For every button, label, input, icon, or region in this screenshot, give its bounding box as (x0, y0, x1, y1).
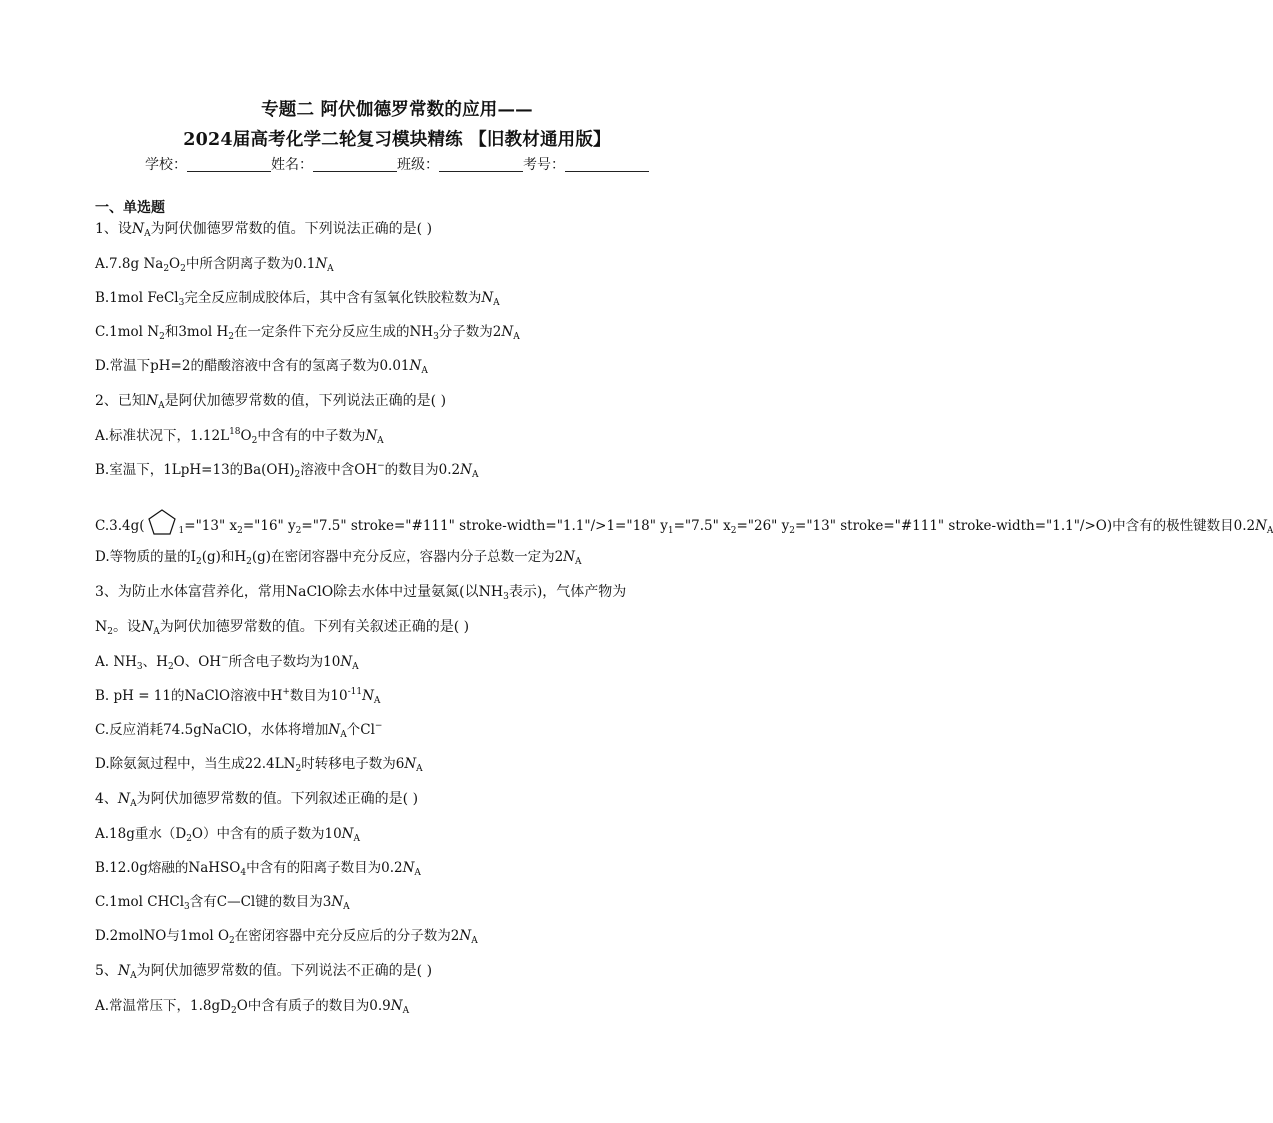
question-4-stem: 4、$N_A$为阿伏加德罗常数的值。下列叙述正确的是( ) (95, 791, 419, 809)
question-2-option-c[interactable]: C.3.4g( $_1$="13" $x_2="16$" $y_2="7.5$" stroke="#111" stroke-width="1.1"/>1="18" $y_1="7.5$" $x_2="26$" $y_2="13$" stroke="#111" stroke-width="1.1"/>O)中含有的极性键数目$0.2N_A$ (95, 507, 1273, 541)
exam-no-label: 考号： (523, 157, 565, 173)
question-4-option-d[interactable]: D.2molNO与1mol $O_2$在密闭容器中充分反应后的分子数为$2N_A$ (95, 928, 478, 946)
question-1-option-a[interactable]: A.7.8g $Na_2O_2$中所含阴离子数为$0.1N_A$ (95, 256, 334, 274)
question-1-option-d[interactable]: D.常温下pH=2的醋酸溶液中含有的氢离子数为$0.01N_A$ (95, 358, 428, 376)
question-2-option-d[interactable]: D.等物质的量的$I_2(g)$和$H_2(g)$在密闭容器中充分反应，容器内分子总数一定为$2N_A$ (95, 549, 582, 567)
question-1-option-c[interactable]: C.1mol $N_2$和3mol $H_2$在一定条件下充分反应生成的$NH_3$分子数为$2N_A$ (95, 324, 520, 342)
question-5-stem: 5、$N_A$为阿伏加德罗常数的值。下列说法不正确的是( ) (95, 963, 433, 981)
question-2-stem: 2、已知$N_A$是阿伏加德罗常数的值，下列说法正确的是( ) (95, 393, 447, 411)
question-3-option-d[interactable]: D.除氨氮过程中，当生成$22.4LN_2$时转移电子数为$6N_A$ (95, 756, 423, 774)
question-4-option-c[interactable]: C.1mol CHCl$_3$含有C—Cl键的数目为$3N_A$ (95, 894, 350, 912)
question-3-stem-cont: $N_2$。设$N_A$为阿伏加德罗常数的值。下列有关叙述正确的是( ) (95, 619, 470, 637)
document-title-line2: 2024届高考化学二轮复习模块精练 【旧教材通用版】 (183, 130, 611, 150)
class-label: 班级： (397, 157, 439, 173)
section-title: 一、单选题 (95, 200, 165, 216)
question-4-option-b[interactable]: B.12.0g熔融的NaHSO$_4$中含有的阳离子数目为$0.2N_A$ (95, 860, 421, 878)
question-5-option-a[interactable]: A.常温常压下，$1.8gD_2O$中含有质子的数目为$0.9N_A$ (95, 998, 410, 1016)
school-label: 学校： (145, 157, 187, 173)
class-field[interactable] (439, 157, 523, 172)
question-3-option-b[interactable]: B. pH = 11的NaClO溶液中H+数目为$10^{-11}N_A$ (95, 687, 381, 706)
question-3-option-c[interactable]: C.反应消耗74.5gNaClO，水体将增加$N_A$个Cl− (95, 721, 383, 740)
question-2-option-b[interactable]: B.室温下，1LpH=13的$Ba(OH)_2$溶液中含OH−的数目为$0.2N_A$ (95, 461, 479, 480)
document-title-line1: 专题二 阿伏伽德罗常数的应用—— (261, 100, 533, 120)
exam-no-field[interactable] (565, 157, 649, 172)
question-2-option-a[interactable]: A.标准状况下，$1.12L^{18}O_2$中含有的中子数为$N_A$ (95, 427, 384, 446)
question-3-stem: 3、为防止水体富营养化，常用NaClO除去水体中过量氨氮(以$NH_3$表示)，气体产物为 (95, 584, 627, 602)
furan-molecule-icon (145, 507, 179, 541)
question-4-option-a[interactable]: A.18g重水$(D_2O)$中含有的质子数为$10N_A$ (95, 826, 360, 844)
name-label: 姓名： (271, 157, 313, 173)
name-field[interactable] (313, 157, 397, 172)
question-1-stem: 1、设$N_A$为阿伏伽德罗常数的值。下列说法正确的是( ) (95, 221, 433, 239)
question-3-option-a[interactable]: A. $NH_3$、$H_2O$、OH−所含电子数均为$10N_A$ (95, 653, 359, 672)
question-1-option-b[interactable]: B.1mol FeCl$_3$完全反应制成胶体后，其中含有氢氧化铁胶粒数为$N_A$ (95, 290, 500, 308)
school-field[interactable] (187, 157, 271, 172)
student-info-row (0, 154, 794, 174)
